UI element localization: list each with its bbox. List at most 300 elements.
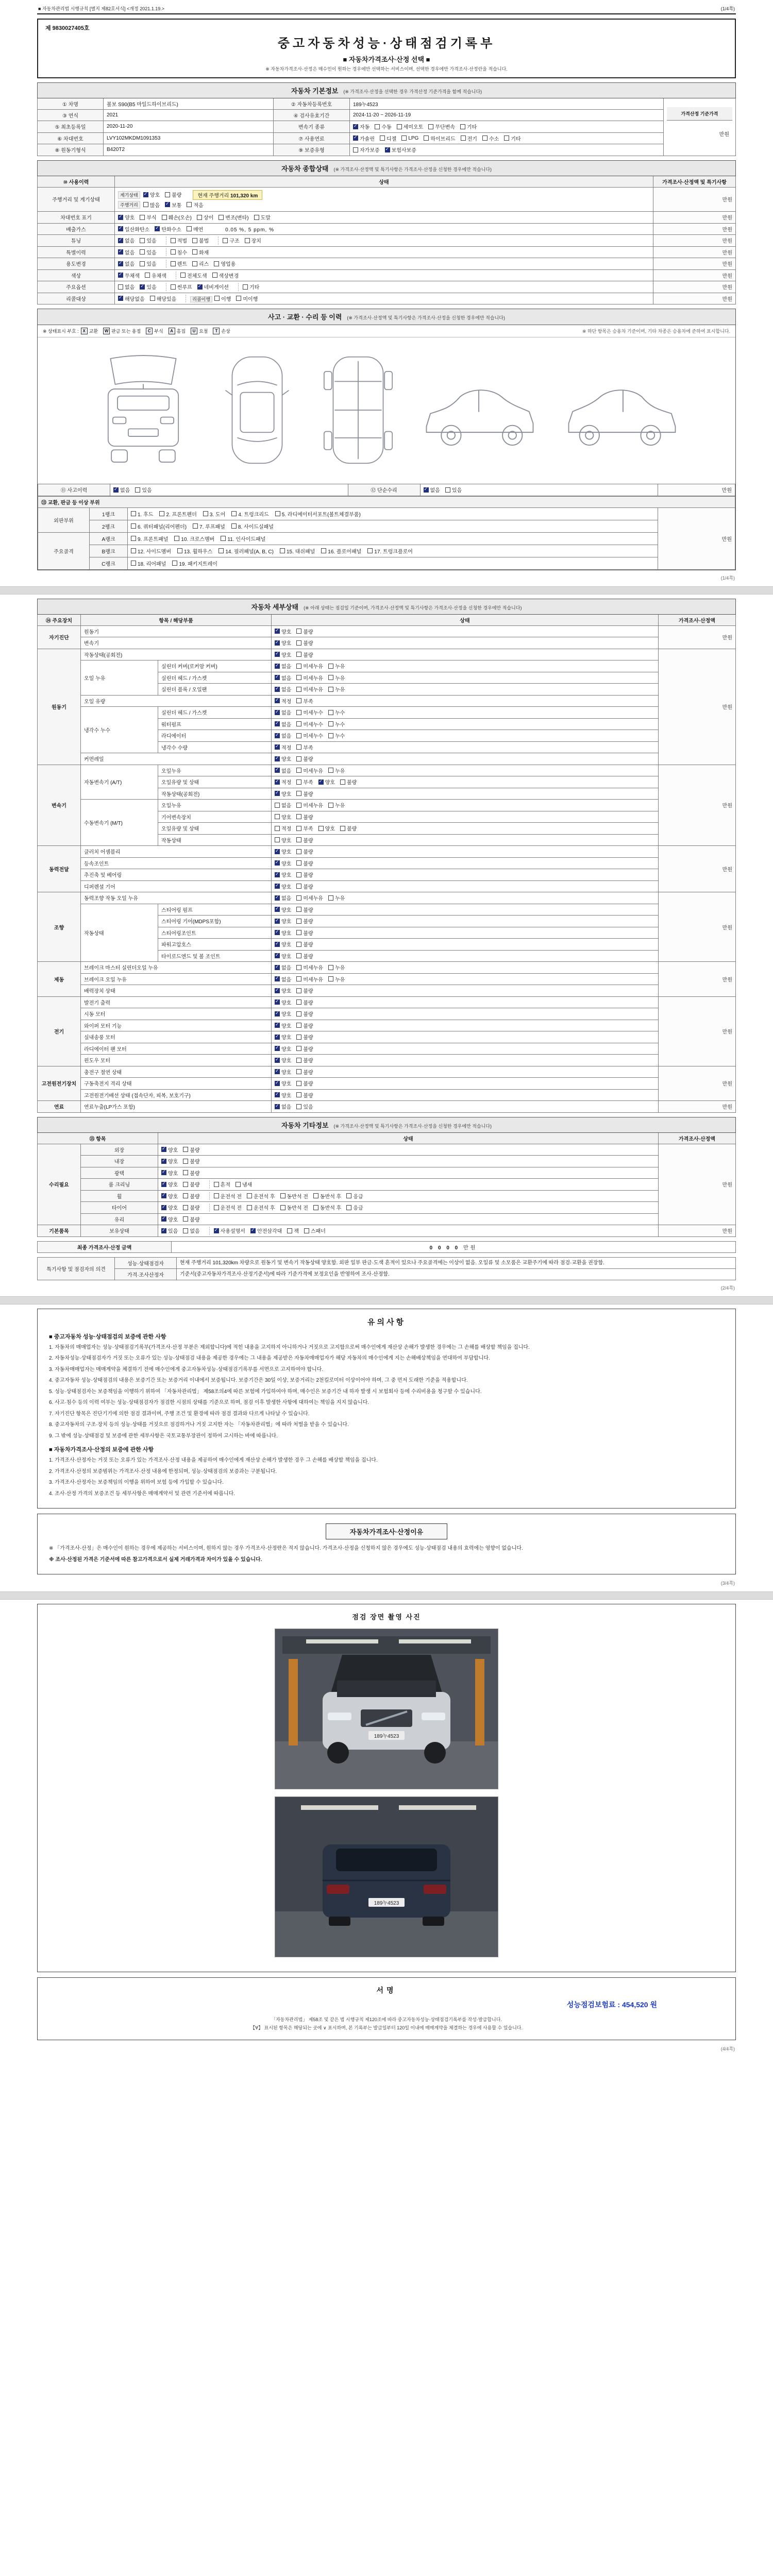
checkbox[interactable] — [328, 675, 333, 680]
checkbox-option[interactable] — [296, 1056, 313, 1064]
checkbox[interactable] — [375, 124, 380, 129]
checkbox-option[interactable] — [171, 283, 192, 291]
checkbox[interactable] — [172, 561, 177, 566]
checkbox[interactable] — [275, 884, 280, 889]
checkbox-option[interactable] — [482, 134, 499, 142]
checkbox-option[interactable] — [275, 952, 291, 960]
checkbox[interactable] — [296, 942, 301, 947]
checkbox-option[interactable] — [162, 213, 192, 221]
checkbox[interactable] — [183, 1159, 188, 1164]
checkbox[interactable] — [275, 698, 280, 703]
checkbox[interactable] — [296, 779, 301, 785]
checkbox[interactable] — [118, 249, 123, 255]
checkbox[interactable] — [171, 261, 176, 266]
checkbox[interactable] — [275, 837, 280, 842]
checkbox-option[interactable] — [140, 213, 156, 221]
checkbox-option[interactable] — [296, 963, 323, 971]
checkbox[interactable] — [275, 953, 280, 958]
checkbox-option[interactable] — [161, 1157, 178, 1165]
checkbox[interactable] — [275, 872, 280, 877]
checkbox[interactable] — [275, 640, 280, 646]
checkbox[interactable] — [275, 965, 280, 970]
checkbox[interactable] — [212, 273, 217, 278]
checkbox-option[interactable] — [275, 1068, 291, 1076]
checkbox[interactable] — [280, 1205, 285, 1210]
checkbox-option[interactable] — [214, 1227, 245, 1234]
checkbox[interactable] — [296, 710, 301, 715]
checkbox-option[interactable] — [183, 1157, 199, 1165]
checkbox[interactable] — [131, 523, 136, 529]
checkbox[interactable] — [367, 548, 373, 553]
checkbox[interactable] — [155, 226, 160, 231]
checkbox-option[interactable] — [275, 778, 291, 786]
checkbox-option[interactable] — [118, 236, 135, 244]
checkbox-option[interactable] — [275, 720, 291, 728]
checkbox-option[interactable] — [275, 755, 291, 762]
checkbox-option[interactable] — [428, 123, 455, 130]
checkbox[interactable] — [296, 721, 301, 726]
checkbox-option[interactable] — [275, 651, 291, 658]
checkbox-option[interactable] — [118, 295, 145, 302]
checkbox[interactable] — [161, 1170, 166, 1175]
checkbox[interactable] — [385, 147, 390, 152]
checkbox[interactable] — [296, 629, 301, 634]
checkbox[interactable] — [140, 261, 145, 266]
checkbox[interactable] — [296, 919, 301, 924]
checkbox-option[interactable] — [275, 998, 291, 1006]
checkbox[interactable] — [174, 536, 179, 541]
checkbox-option[interactable] — [296, 813, 313, 821]
checkbox-option[interactable] — [275, 1079, 291, 1087]
checkbox[interactable] — [280, 1193, 285, 1198]
checkbox-option[interactable] — [296, 894, 323, 902]
checkbox[interactable] — [353, 124, 358, 129]
checkbox[interactable] — [214, 261, 219, 266]
checkbox[interactable] — [296, 965, 301, 970]
checkbox-option[interactable] — [250, 1227, 282, 1234]
checkbox-option[interactable] — [318, 824, 335, 832]
checkbox-option[interactable] — [187, 201, 203, 209]
checkbox[interactable] — [328, 895, 333, 901]
checkbox[interactable] — [214, 1182, 219, 1187]
checkbox[interactable] — [296, 976, 301, 981]
checkbox-option[interactable] — [353, 146, 380, 154]
checkbox[interactable] — [275, 814, 280, 819]
checkbox-option[interactable] — [280, 1192, 308, 1200]
checkbox[interactable] — [192, 238, 197, 243]
checkbox-option[interactable] — [287, 1227, 299, 1234]
checkbox-option[interactable] — [296, 836, 313, 844]
checkbox-option[interactable] — [118, 283, 135, 291]
checkbox[interactable] — [131, 548, 136, 553]
checkbox[interactable] — [131, 561, 136, 566]
checkbox[interactable] — [321, 548, 326, 553]
checkbox-option[interactable] — [296, 628, 313, 635]
checkbox[interactable] — [296, 895, 301, 901]
checkbox[interactable] — [296, 664, 301, 669]
checkbox[interactable] — [131, 536, 136, 541]
checkbox[interactable] — [296, 756, 301, 761]
checkbox-option[interactable] — [296, 906, 313, 913]
checkbox[interactable] — [161, 1205, 166, 1210]
checkbox[interactable] — [275, 1104, 280, 1109]
checkbox-option[interactable] — [397, 123, 424, 130]
checkbox[interactable] — [296, 1092, 301, 1097]
checkbox-option[interactable] — [280, 1204, 308, 1211]
checkbox-option[interactable] — [296, 917, 313, 925]
checkbox-option[interactable] — [275, 628, 291, 635]
checkbox[interactable] — [275, 1023, 280, 1028]
checkbox[interactable] — [183, 1193, 188, 1198]
checkbox[interactable] — [187, 202, 192, 207]
checkbox[interactable] — [171, 284, 176, 290]
checkbox-option[interactable] — [254, 213, 271, 221]
checkbox-option[interactable] — [243, 283, 259, 291]
checkbox[interactable] — [318, 779, 324, 785]
checkbox[interactable] — [318, 826, 324, 831]
checkbox-option[interactable] — [328, 801, 345, 809]
checkbox[interactable] — [296, 872, 301, 877]
checkbox-option[interactable] — [385, 146, 416, 154]
checkbox-option[interactable] — [275, 894, 291, 902]
checkbox[interactable] — [214, 1193, 219, 1198]
checkbox[interactable] — [140, 249, 145, 255]
checkbox-option[interactable] — [275, 697, 291, 705]
checkbox[interactable] — [275, 779, 280, 785]
checkbox-option[interactable] — [296, 651, 313, 658]
checkbox[interactable] — [161, 1159, 166, 1164]
checkbox-option[interactable] — [161, 1192, 178, 1200]
checkbox-option[interactable] — [296, 1103, 313, 1110]
checkbox-option[interactable] — [296, 824, 313, 832]
checkbox[interactable] — [275, 895, 280, 901]
checkbox-option[interactable] — [118, 248, 135, 256]
checkbox-option[interactable] — [296, 998, 313, 1006]
checkbox[interactable] — [135, 487, 140, 493]
checkbox-option[interactable] — [247, 1204, 275, 1211]
checkbox[interactable] — [192, 249, 197, 255]
checkbox[interactable] — [287, 1228, 292, 1233]
checkbox-option[interactable] — [143, 191, 160, 198]
checkbox[interactable] — [275, 791, 280, 796]
checkbox[interactable] — [424, 135, 429, 141]
checkbox-option[interactable] — [118, 272, 140, 279]
checkbox-option[interactable] — [296, 987, 313, 994]
checkbox[interactable] — [296, 907, 301, 912]
checkbox[interactable] — [353, 135, 358, 141]
checkbox[interactable] — [214, 1205, 219, 1210]
checkbox[interactable] — [275, 629, 280, 634]
checkbox[interactable] — [118, 215, 123, 220]
checkbox[interactable] — [275, 687, 280, 692]
checkbox[interactable] — [296, 999, 301, 1005]
checkbox-option[interactable] — [118, 213, 135, 221]
checkbox[interactable] — [171, 249, 176, 255]
checkbox-option[interactable] — [275, 1022, 291, 1029]
checkbox[interactable] — [183, 1216, 188, 1222]
checkbox[interactable] — [150, 296, 155, 301]
checkbox-option[interactable] — [214, 1180, 230, 1188]
checkbox-option[interactable] — [161, 1169, 178, 1177]
checkbox[interactable] — [340, 779, 345, 785]
checkbox-option[interactable] — [296, 778, 313, 786]
checkbox[interactable] — [275, 988, 280, 993]
checkbox[interactable] — [280, 548, 285, 553]
checkbox-option[interactable] — [197, 283, 229, 291]
checkbox[interactable] — [243, 284, 248, 290]
checkbox[interactable] — [275, 1046, 280, 1051]
checkbox[interactable] — [143, 202, 148, 207]
checkbox[interactable] — [113, 487, 119, 493]
checkbox-option[interactable] — [275, 836, 291, 844]
checkbox[interactable] — [159, 511, 164, 516]
checkbox-option[interactable] — [346, 1204, 363, 1211]
checkbox-option[interactable] — [223, 236, 239, 244]
checkbox-option[interactable] — [296, 940, 313, 948]
checkbox[interactable] — [296, 744, 301, 750]
checkbox[interactable] — [193, 523, 198, 529]
checkbox[interactable] — [328, 710, 333, 715]
checkbox[interactable] — [313, 1205, 318, 1210]
checkbox-option[interactable] — [275, 1010, 291, 1018]
checkbox[interactable] — [231, 511, 237, 516]
checkbox-option[interactable] — [180, 272, 207, 279]
checkbox[interactable] — [504, 135, 509, 141]
checkbox-option[interactable] — [296, 743, 313, 751]
checkbox-option[interactable] — [135, 486, 152, 494]
checkbox-option[interactable] — [424, 486, 440, 494]
checkbox[interactable] — [192, 261, 197, 266]
checkbox[interactable] — [296, 814, 301, 819]
checkbox-option[interactable] — [296, 767, 323, 774]
checkbox-option[interactable] — [296, 685, 323, 693]
checkbox-option[interactable] — [328, 963, 345, 971]
checkbox-option[interactable] — [165, 191, 181, 198]
checkbox[interactable] — [183, 1205, 188, 1210]
checkbox[interactable] — [219, 548, 224, 553]
checkbox-option[interactable] — [161, 1180, 178, 1188]
checkbox-option[interactable] — [197, 213, 213, 221]
checkbox[interactable] — [275, 721, 280, 726]
checkbox-option[interactable] — [113, 486, 130, 494]
checkbox-option[interactable] — [313, 1192, 341, 1200]
checkbox[interactable] — [296, 849, 301, 854]
checkbox-option[interactable] — [275, 824, 291, 832]
checkbox-option[interactable] — [161, 1146, 178, 1154]
checkbox[interactable] — [275, 1011, 280, 1016]
checkbox[interactable] — [250, 1228, 256, 1233]
checkbox-option[interactable] — [183, 1169, 199, 1177]
checkbox-option[interactable] — [296, 975, 323, 983]
checkbox[interactable] — [296, 988, 301, 993]
checkbox[interactable] — [180, 273, 186, 278]
checkbox[interactable] — [231, 523, 237, 529]
checkbox-option[interactable] — [328, 975, 345, 983]
checkbox[interactable] — [140, 215, 145, 220]
checkbox[interactable] — [313, 1193, 318, 1198]
checkbox[interactable] — [275, 1035, 280, 1040]
checkbox[interactable] — [296, 803, 301, 808]
checkbox[interactable] — [275, 652, 280, 657]
checkbox[interactable] — [328, 687, 333, 692]
checkbox[interactable] — [221, 536, 226, 541]
checkbox-option[interactable] — [296, 732, 323, 739]
checkbox[interactable] — [171, 238, 176, 243]
checkbox[interactable] — [275, 942, 280, 947]
checkbox-option[interactable] — [296, 662, 323, 670]
checkbox-option[interactable] — [275, 1056, 291, 1064]
checkbox-option[interactable] — [275, 883, 291, 890]
checkbox-option[interactable] — [328, 732, 345, 739]
checkbox-option[interactable] — [214, 1204, 242, 1211]
checkbox-option[interactable] — [118, 260, 135, 267]
checkbox[interactable] — [328, 768, 333, 773]
checkbox[interactable] — [183, 1228, 188, 1233]
checkbox[interactable] — [296, 884, 301, 889]
checkbox[interactable] — [165, 202, 170, 207]
checkbox[interactable] — [296, 1035, 301, 1040]
checkbox[interactable] — [214, 1228, 219, 1233]
checkbox-option[interactable] — [171, 260, 187, 267]
checkbox-option[interactable] — [296, 697, 313, 705]
checkbox-option[interactable] — [296, 1010, 313, 1018]
checkbox[interactable] — [140, 284, 145, 290]
checkbox[interactable] — [118, 296, 123, 301]
checkbox-option[interactable] — [275, 963, 291, 971]
checkbox[interactable] — [296, 1069, 301, 1074]
checkbox-option[interactable] — [328, 767, 345, 774]
checkbox[interactable] — [275, 1058, 280, 1063]
checkbox[interactable] — [177, 548, 182, 553]
checkbox[interactable] — [275, 999, 280, 1005]
checkbox-option[interactable] — [380, 134, 396, 142]
checkbox-option[interactable] — [296, 952, 313, 960]
checkbox[interactable] — [165, 192, 170, 197]
checkbox-option[interactable] — [275, 732, 291, 739]
checkbox[interactable] — [296, 953, 301, 958]
checkbox[interactable] — [296, 768, 301, 773]
checkbox[interactable] — [275, 756, 280, 761]
checkbox[interactable] — [460, 124, 465, 129]
checkbox[interactable] — [328, 733, 333, 738]
checkbox[interactable] — [401, 135, 407, 141]
checkbox-option[interactable] — [183, 1146, 199, 1154]
checkbox[interactable] — [118, 284, 123, 290]
checkbox[interactable] — [328, 965, 333, 970]
checkbox-option[interactable] — [296, 1091, 313, 1099]
checkbox[interactable] — [197, 284, 203, 290]
checkbox-option[interactable] — [313, 1204, 341, 1211]
checkbox[interactable] — [328, 976, 333, 981]
checkbox[interactable] — [461, 135, 466, 141]
checkbox-option[interactable] — [328, 708, 345, 716]
checkbox-option[interactable] — [328, 685, 345, 693]
checkbox-option[interactable] — [328, 894, 345, 902]
checkbox[interactable] — [161, 1228, 166, 1233]
checkbox[interactable] — [275, 919, 280, 924]
checkbox[interactable] — [424, 487, 429, 493]
checkbox[interactable] — [275, 860, 280, 866]
checkbox-option[interactable] — [140, 248, 156, 256]
checkbox-option[interactable] — [219, 213, 248, 221]
checkbox-option[interactable] — [212, 272, 239, 279]
checkbox-option[interactable] — [275, 1103, 291, 1110]
checkbox-option[interactable] — [275, 906, 291, 913]
checkbox[interactable] — [162, 215, 167, 220]
checkbox[interactable] — [275, 1081, 280, 1086]
checkbox-option[interactable] — [245, 236, 261, 244]
checkbox[interactable] — [183, 1182, 188, 1187]
checkbox[interactable] — [183, 1147, 188, 1152]
checkbox-option[interactable] — [296, 1068, 313, 1076]
checkbox[interactable] — [118, 226, 123, 231]
checkbox-option[interactable] — [296, 790, 313, 798]
checkbox[interactable] — [296, 791, 301, 796]
checkbox-option[interactable] — [296, 1045, 313, 1053]
checkbox-option[interactable] — [340, 778, 357, 786]
checkbox[interactable] — [275, 710, 280, 715]
checkbox-option[interactable] — [275, 662, 291, 670]
checkbox[interactable] — [482, 135, 488, 141]
checkbox-option[interactable] — [275, 940, 291, 948]
checkbox-option[interactable] — [375, 123, 391, 130]
checkbox-option[interactable] — [275, 917, 291, 925]
checkbox-option[interactable] — [296, 859, 313, 867]
checkbox[interactable] — [245, 238, 250, 243]
checkbox[interactable] — [275, 1069, 280, 1074]
checkbox[interactable] — [247, 1205, 252, 1210]
checkbox[interactable] — [275, 907, 280, 912]
checkbox[interactable] — [161, 1147, 166, 1152]
checkbox[interactable] — [214, 296, 220, 301]
checkbox-option[interactable] — [296, 871, 313, 878]
checkbox[interactable] — [236, 1182, 241, 1187]
checkbox[interactable] — [145, 273, 150, 278]
checkbox[interactable] — [328, 803, 333, 808]
checkbox[interactable] — [275, 675, 280, 680]
checkbox-option[interactable] — [275, 871, 291, 878]
checkbox-option[interactable] — [504, 134, 520, 142]
checkbox-option[interactable] — [183, 1204, 199, 1211]
checkbox-option[interactable] — [214, 260, 236, 267]
checkbox-option[interactable] — [424, 134, 455, 142]
checkbox[interactable] — [428, 124, 433, 129]
checkbox-option[interactable] — [346, 1192, 363, 1200]
checkbox-option[interactable] — [304, 1227, 326, 1234]
checkbox[interactable] — [328, 721, 333, 726]
checkbox[interactable] — [197, 215, 202, 220]
checkbox-option[interactable] — [296, 720, 323, 728]
checkbox[interactable] — [275, 849, 280, 854]
checkbox[interactable] — [328, 664, 333, 669]
checkbox[interactable] — [296, 1058, 301, 1063]
checkbox-option[interactable] — [275, 743, 291, 751]
checkbox[interactable] — [275, 768, 280, 773]
checkbox[interactable] — [223, 238, 228, 243]
checkbox[interactable] — [161, 1182, 166, 1187]
checkbox-option[interactable] — [296, 801, 323, 809]
checkbox-option[interactable] — [192, 248, 209, 256]
checkbox-option[interactable] — [296, 1079, 313, 1087]
checkbox[interactable] — [236, 296, 241, 301]
checkbox[interactable] — [275, 976, 280, 981]
checkbox[interactable] — [296, 675, 301, 680]
checkbox[interactable] — [187, 226, 192, 231]
checkbox-option[interactable] — [275, 848, 291, 855]
checkbox[interactable] — [296, 837, 301, 842]
checkbox[interactable] — [275, 744, 280, 750]
checkbox-option[interactable] — [140, 236, 156, 244]
